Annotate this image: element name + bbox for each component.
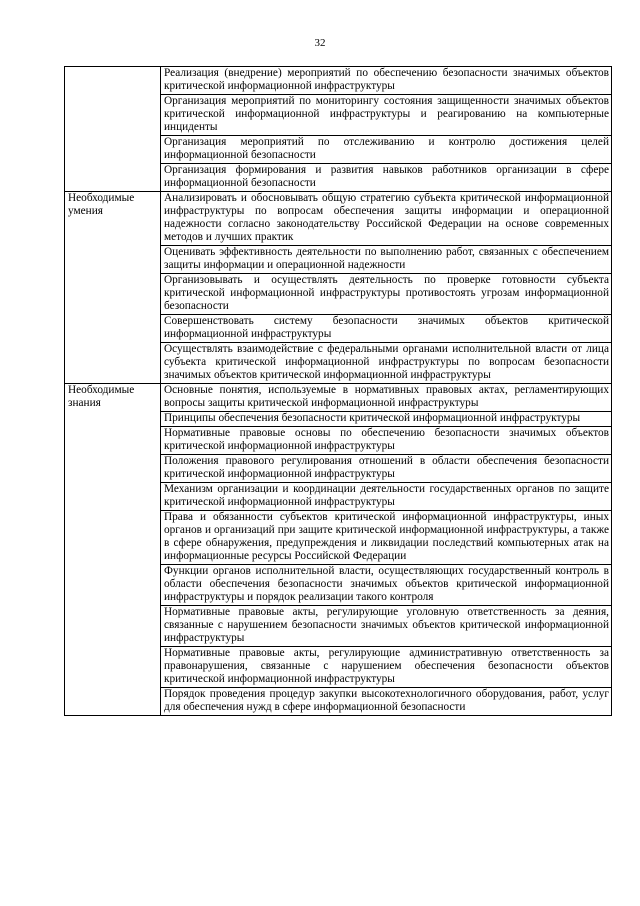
table-cell: Функции органов исполнительной власти, осуществляющих государственный контроль в области обеспечения безопасности значимых объектов критической информационной инфраструктуры и порядок реализации такого контроля <box>161 565 612 606</box>
table-cell: Организация формирования и развития навыков работников организации в сфере информационной безопасности <box>161 164 612 192</box>
table-cell: Положения правового регулирования отношений в области обеспечения безопасности критической информационной инфраструктуры <box>161 455 612 483</box>
table-row <box>65 67 612 95</box>
row-label <box>65 67 161 192</box>
table-cell: Организация мероприятий по мониторингу состояния защищенности значимых объектов критической информационной инфраструктуры и реагированию на компьютерные инциденты <box>161 95 612 136</box>
table-cell: Основные понятия, используемые в нормативных правовых актах, регламентирующих вопросы защиты критической информационной инфраструктуры <box>161 384 612 412</box>
table-cell: Организация мероприятий по отслеживанию и контролю достижения целей информационной безопасности <box>161 136 612 164</box>
table-cell: Нормативные правовые акты, регулирующие административную ответственность за правонарушения, связанные с нарушением обеспечения безопасности объектов критической информационной инфраструктуры <box>161 647 612 688</box>
table-cell: Реализация (внедрение) мероприятий по обеспечению безопасности значимых объектов критической информационной инфраструктуры <box>161 67 612 95</box>
row-label-knowledge: Необходимые знания <box>65 384 161 716</box>
row-label-skills: Необходимые умения <box>65 192 161 384</box>
table-cell: Порядок проведения процедур закупки высокотехнологичного оборудования, работ, услуг для обеспечения нужд в сфере информационной безопасности <box>161 688 612 716</box>
page-number: 32 <box>314 37 326 49</box>
table-cell: Анализировать и обосновывать общую стратегию субъекта критической информационной инфраструктуры по вопросам обеспечения защиты информации и операционной надежности согласно законодательству Российской Федерации на основе современных методов и лучших практик <box>161 192 612 246</box>
table-cell: Принципы обеспечения безопасности критической информационной инфраструктуры <box>161 412 612 427</box>
competency-table <box>64 66 612 716</box>
table-row <box>65 192 612 246</box>
table-cell: Механизм организации и координации деятельности государственных органов по защите критической информационной инфраструктуры <box>161 483 612 511</box>
table-cell: Права и обязанности субъектов критической информационной инфраструктуры, иных органов и организаций при защите критической информационной инфраструктуры, а также в сфере обнаружения, предупреждения и ликвидации последствий компьютерных атак на информационные ресурсы Российской Федерации <box>161 511 612 565</box>
table-cell: Оценивать эффективность деятельности по выполнению работ, связанных с обеспечением защиты информации и операционной надежности <box>161 246 612 274</box>
table-cell: Организовывать и осуществлять деятельность по проверке готовности субъекта критической информационной инфраструктуры противостоять угрозам информационной безопасности <box>161 274 612 315</box>
table-cell: Нормативные правовые акты, регулирующие уголовную ответственность за деяния, связанные с нарушением безопасности значимых объектов критической информационной инфраструктуры <box>161 606 612 647</box>
table-cell: Нормативные правовые основы по обеспечению безопасности значимых объектов критической информационной инфраструктуры <box>161 427 612 455</box>
table-cell: Осуществлять взаимодействие с федеральными органами исполнительной власти от лица субъекта критической информационной инфраструктуры по вопросам безопасности значимых объектов критической информационной инфраструктуры <box>161 343 612 384</box>
table-cell: Совершенствовать систему безопасности значимых объектов критической информационной инфраструктуры <box>161 315 612 343</box>
table-row <box>65 384 612 412</box>
